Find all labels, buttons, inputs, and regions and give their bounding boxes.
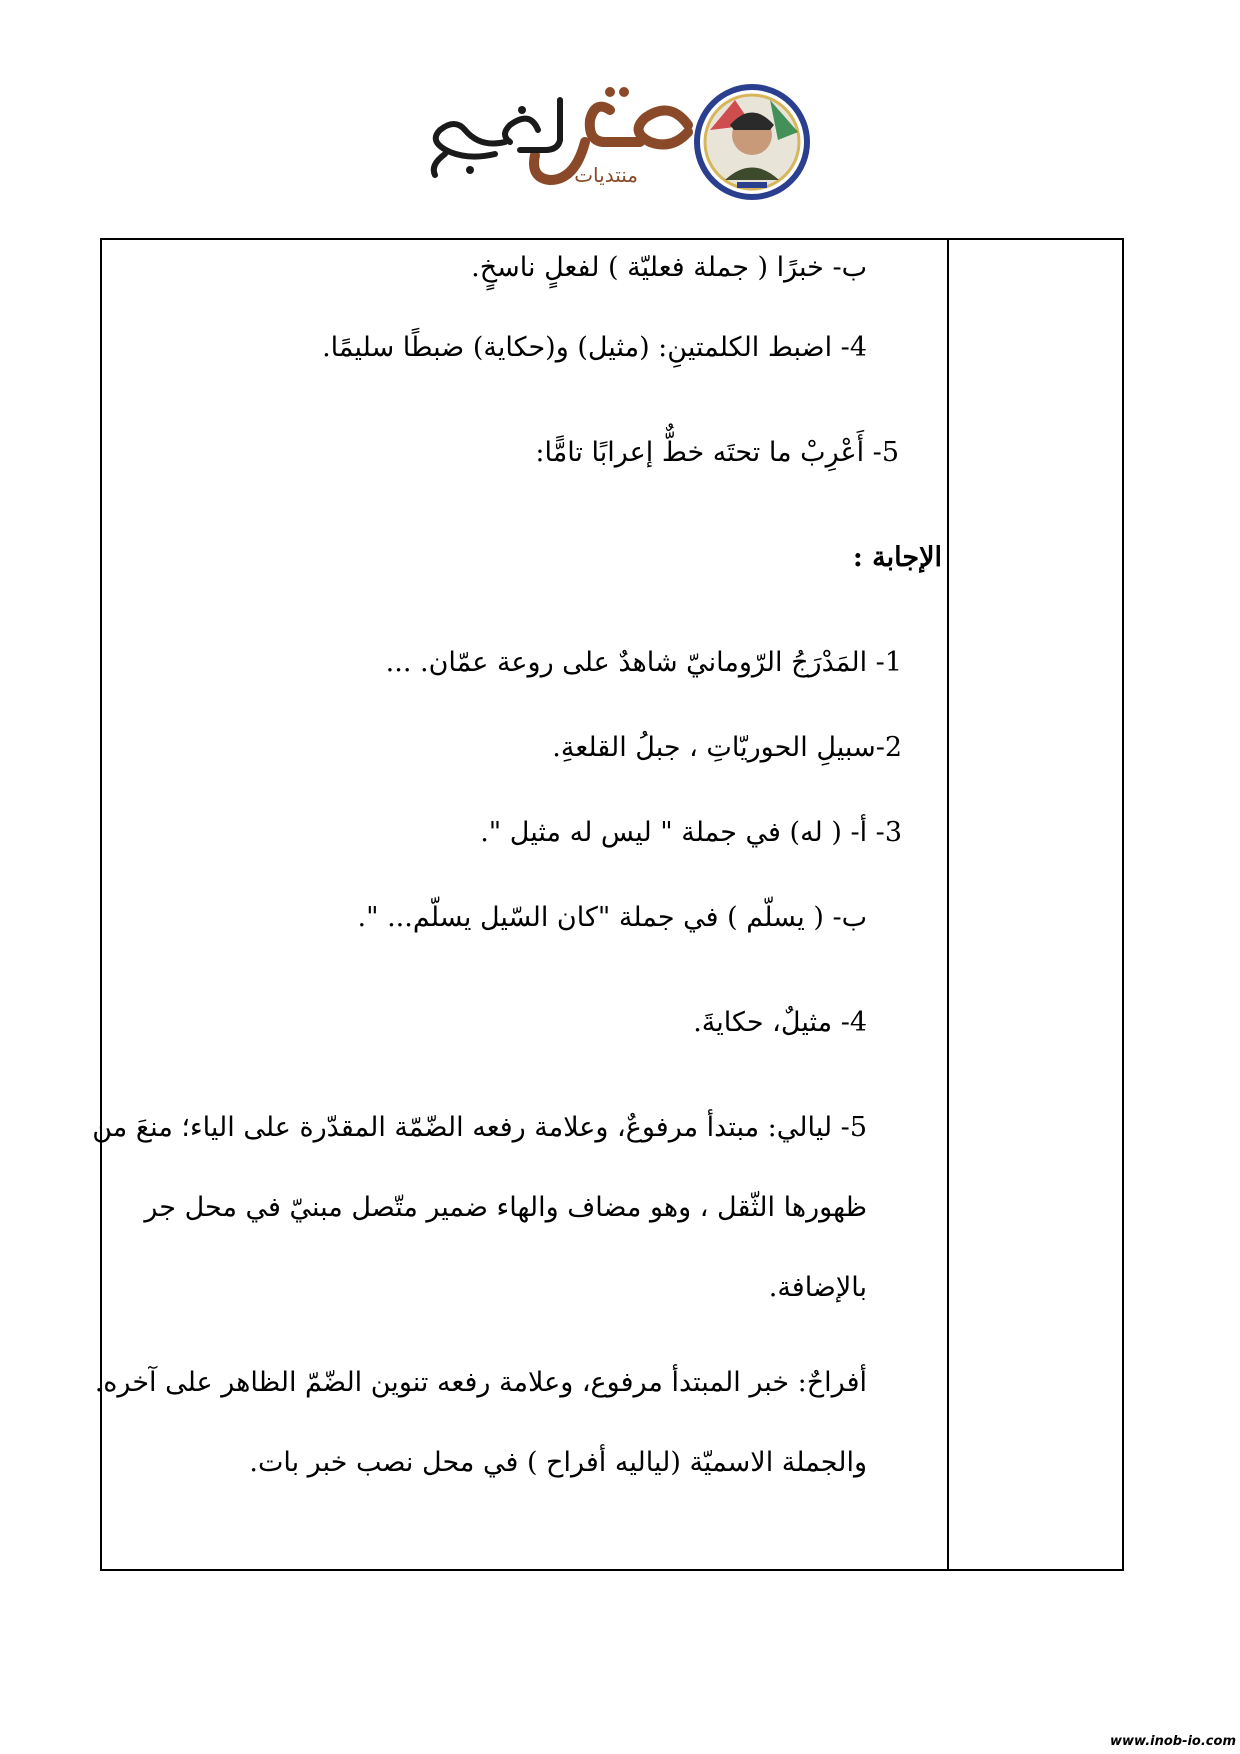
answer-line: 3- أ- ( له) في جملة " ليس له مثيل ".	[480, 817, 902, 848]
logo-wordmark-dark	[434, 100, 560, 175]
answer-line: 5- ليالي: مبتدأ مرفوعٌ، وعلامة رفعه الضّمّة المقدّرة على الياء؛ منعَ من	[92, 1112, 867, 1143]
emblem-icon	[697, 87, 807, 197]
answer-line: 4- مثيلٌ، حكايةَ.	[693, 1007, 867, 1038]
logo-subtitle: منتديات	[574, 163, 638, 187]
answer-line: ظهورها الثّقل ، وهو مضاف والهاء ضمير متّصل مبنيّ في محل جر	[144, 1192, 867, 1223]
logo-graphic	[410, 70, 830, 220]
site-watermark: www.inob-io.com	[1110, 1734, 1236, 1749]
answer-line: أفراحٌ: خبر المبتدأ مرفوع، وعلامة رفعه تنوين الضّمّ الظاهر على آخره.	[94, 1367, 867, 1398]
answer-line: ب- ( يسلّم ) في جملة "كان السّيل يسلّم... ".	[357, 902, 867, 933]
answer-line: بالإضافة.	[768, 1272, 867, 1303]
forum-logo	[410, 70, 830, 220]
column-divider	[947, 240, 949, 1569]
answer-heading: الإجابة :	[852, 542, 942, 573]
answer-line: 2-سبيلِ الحوريّاتِ ، جبلُ القلعةِ.	[552, 732, 902, 763]
answer-line: 1- المَدْرَجُ الرّومانيّ شاهدٌ على روعة عمّان. ...	[385, 647, 902, 678]
answer-line: والجملة الاسميّة (لياليه أفراح ) في محل نصب خبر بات.	[249, 1447, 867, 1478]
question-line: 4- اضبط الكلمتينِ: (مثيل) و(حكاية) ضبطًا سليمًا.	[322, 332, 867, 363]
content-table	[92, 238, 1124, 1571]
question-line: 5- أَعْرِبْ ما تحتَه خطٌّ إعرابًا تامًّا:	[535, 437, 899, 468]
question-line: ب- خبرًا ( جملة فعليّة ) لفعلٍ ناسخٍ.	[471, 252, 867, 283]
